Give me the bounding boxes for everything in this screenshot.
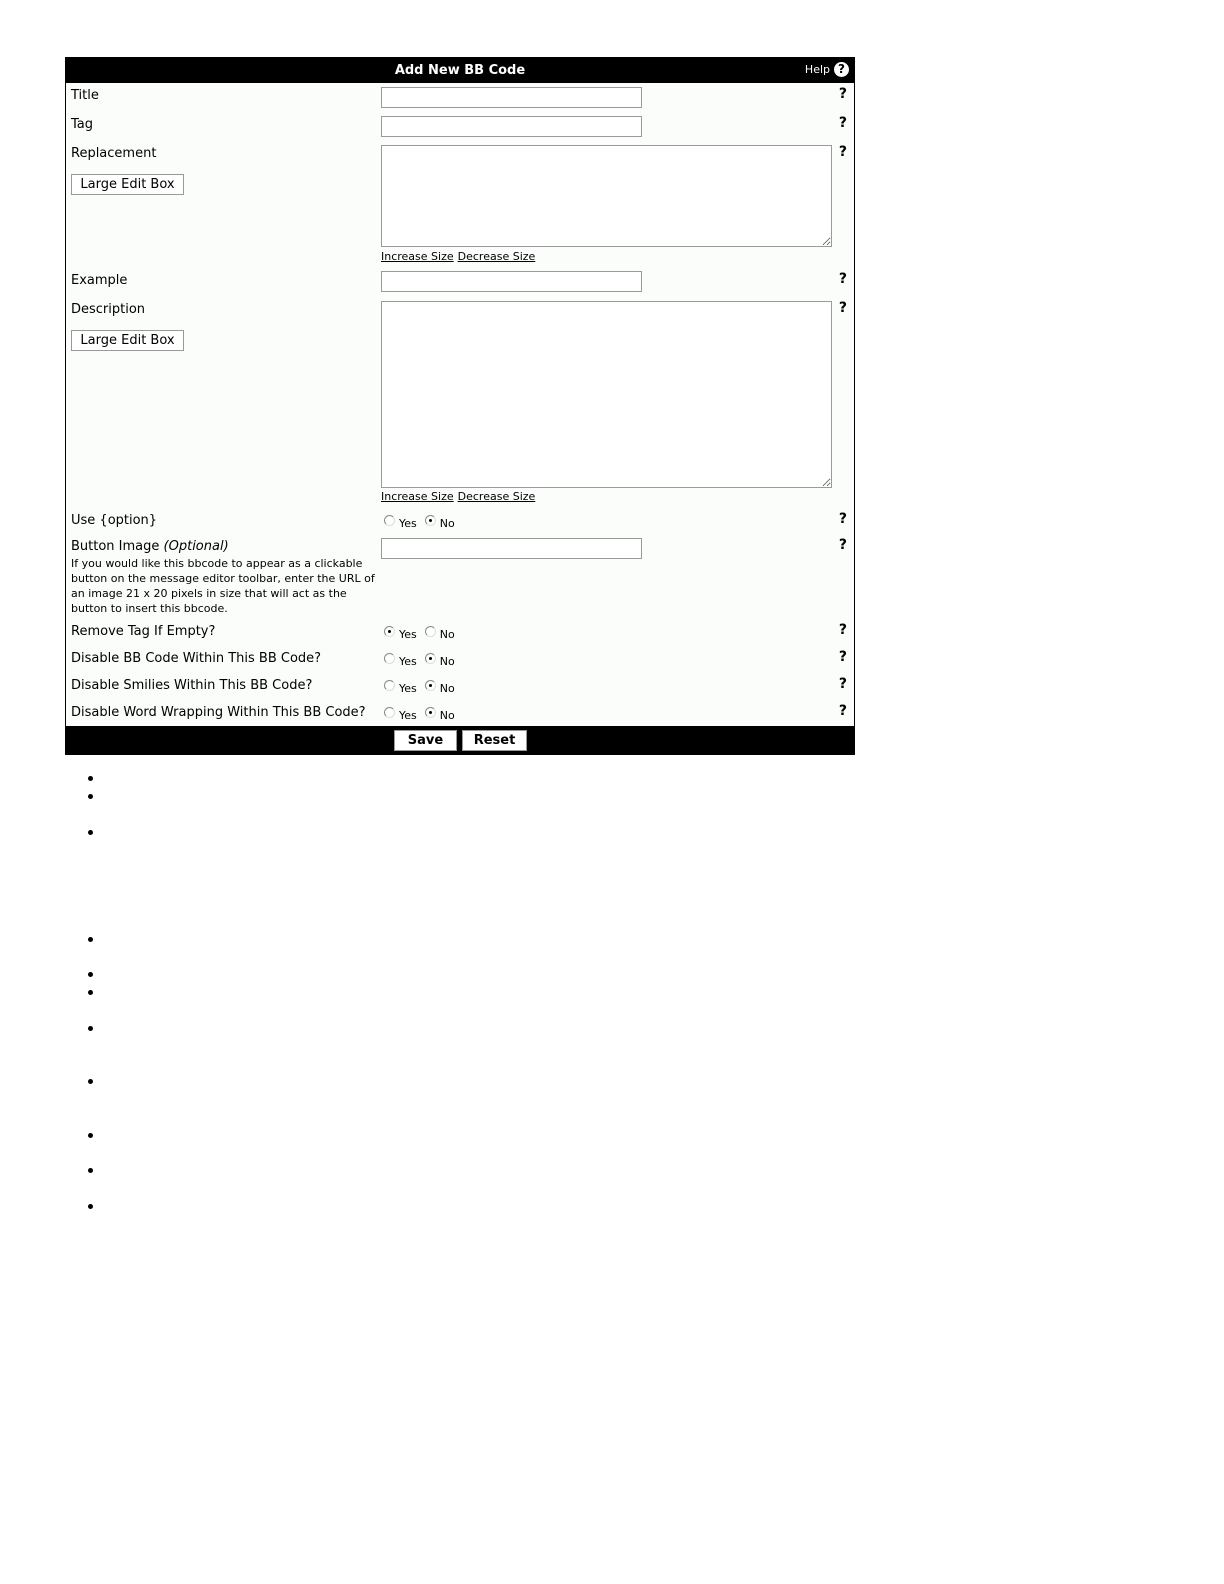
example-help-icon[interactable]: ? — [838, 271, 847, 287]
list-item — [88, 1079, 93, 1084]
list-item — [88, 830, 93, 835]
replacement-increase-size-link[interactable]: Increase Size — [381, 250, 454, 263]
tag-label: Tag — [71, 117, 94, 132]
disable-wrapping-yes-radio[interactable] — [384, 707, 395, 718]
disable-wrapping-help-icon[interactable]: ? — [838, 703, 847, 719]
disable-smilies-no-label: No — [439, 682, 455, 695]
list-item — [88, 776, 93, 781]
disable-bbcode-no-radio[interactable] — [425, 653, 436, 664]
disable-bbcode-no-label: No — [439, 655, 455, 668]
description-help-icon[interactable]: ? — [838, 300, 847, 316]
list-item — [88, 1204, 93, 1209]
disable-wrapping-label: Disable Word Wrapping Within This BB Code? — [71, 705, 366, 720]
button-image-help-icon[interactable]: ? — [838, 537, 847, 553]
remove-tag-label: Remove Tag If Empty? — [71, 624, 216, 639]
example-label: Example — [71, 273, 128, 288]
use-option-help-icon[interactable]: ? — [838, 511, 847, 527]
panel-footer — [66, 726, 854, 755]
disable-wrapping-no-label: No — [439, 709, 455, 722]
disable-bbcode-radios — [384, 655, 463, 668]
remove-tag-no-label: No — [439, 628, 455, 641]
list-item — [88, 1026, 93, 1031]
use-option-label: Use {option} — [71, 513, 158, 528]
button-image-optional-text: (Optional) — [163, 539, 229, 554]
button-image-description: If you would like this bbcode to appear as a clickable button on the message editor toolbar, enter the URL of an image 21 x 20 pixels in size that will act as the button to insert this bbcode. — [71, 557, 375, 615]
help-link[interactable] — [805, 62, 849, 77]
use-option-radios — [384, 517, 463, 530]
button-image-label-text: Button Image — [71, 539, 160, 554]
disable-smilies-radios — [384, 682, 463, 695]
remove-tag-yes-radio[interactable] — [384, 626, 395, 637]
description-textarea[interactable] — [381, 301, 832, 488]
disable-bbcode-label: Disable BB Code Within This BB Code? — [71, 651, 322, 666]
button-image-input[interactable] — [381, 538, 642, 559]
bbcode-form-panel — [65, 57, 855, 755]
replacement-large-edit-button[interactable]: Large Edit Box — [71, 174, 184, 195]
remove-tag-radios — [384, 628, 463, 641]
help-label: Help — [804, 63, 830, 76]
list-item — [88, 972, 93, 977]
disable-bbcode-yes-label: Yes — [399, 655, 417, 668]
use-option-yes-label: Yes — [399, 517, 417, 530]
list-item — [88, 990, 93, 995]
disable-bbcode-help-icon[interactable]: ? — [838, 649, 847, 665]
description-label: Description — [71, 302, 146, 317]
list-item — [88, 794, 93, 799]
save-button[interactable]: Save — [394, 730, 457, 751]
disable-smilies-label: Disable Smilies Within This BB Code? — [71, 678, 313, 693]
disable-smilies-yes-radio[interactable] — [384, 680, 395, 691]
list-item — [88, 1133, 93, 1138]
example-input[interactable] — [381, 271, 642, 292]
panel-title: Add New BB Code — [394, 63, 526, 78]
use-option-no-radio[interactable] — [425, 515, 436, 526]
tag-help-icon[interactable]: ? — [838, 115, 847, 131]
reset-button[interactable]: Reset — [462, 730, 527, 751]
replacement-help-icon[interactable]: ? — [838, 144, 847, 160]
panel-header — [66, 57, 854, 83]
description-size-links — [381, 490, 539, 503]
remove-tag-help-icon[interactable]: ? — [838, 622, 847, 638]
replacement-textarea[interactable] — [381, 145, 832, 247]
help-circle-icon: ? — [834, 62, 849, 77]
list-item — [88, 1168, 93, 1173]
title-input[interactable] — [381, 87, 642, 108]
description-increase-size-link[interactable]: Increase Size — [381, 490, 454, 503]
remove-tag-yes-label: Yes — [399, 628, 417, 641]
description-decrease-size-link[interactable]: Decrease Size — [457, 490, 536, 503]
use-option-yes-radio[interactable] — [384, 515, 395, 526]
disable-bbcode-yes-radio[interactable] — [384, 653, 395, 664]
disable-wrapping-no-radio[interactable] — [425, 707, 436, 718]
remove-tag-no-radio[interactable] — [425, 626, 436, 637]
list-item — [88, 937, 93, 942]
disable-smilies-help-icon[interactable]: ? — [838, 676, 847, 692]
description-large-edit-button[interactable]: Large Edit Box — [71, 330, 184, 351]
replacement-size-links — [381, 250, 539, 263]
button-image-label — [71, 539, 229, 554]
disable-smilies-yes-label: Yes — [399, 682, 417, 695]
disable-wrapping-yes-label: Yes — [399, 709, 417, 722]
disable-smilies-no-radio[interactable] — [425, 680, 436, 691]
use-option-no-label: No — [439, 517, 455, 530]
title-label: Title — [71, 88, 99, 103]
tag-input[interactable] — [381, 116, 642, 137]
title-help-icon[interactable]: ? — [838, 86, 847, 102]
disable-wrapping-radios — [384, 709, 463, 722]
replacement-label: Replacement — [71, 146, 157, 161]
replacement-decrease-size-link[interactable]: Decrease Size — [457, 250, 536, 263]
